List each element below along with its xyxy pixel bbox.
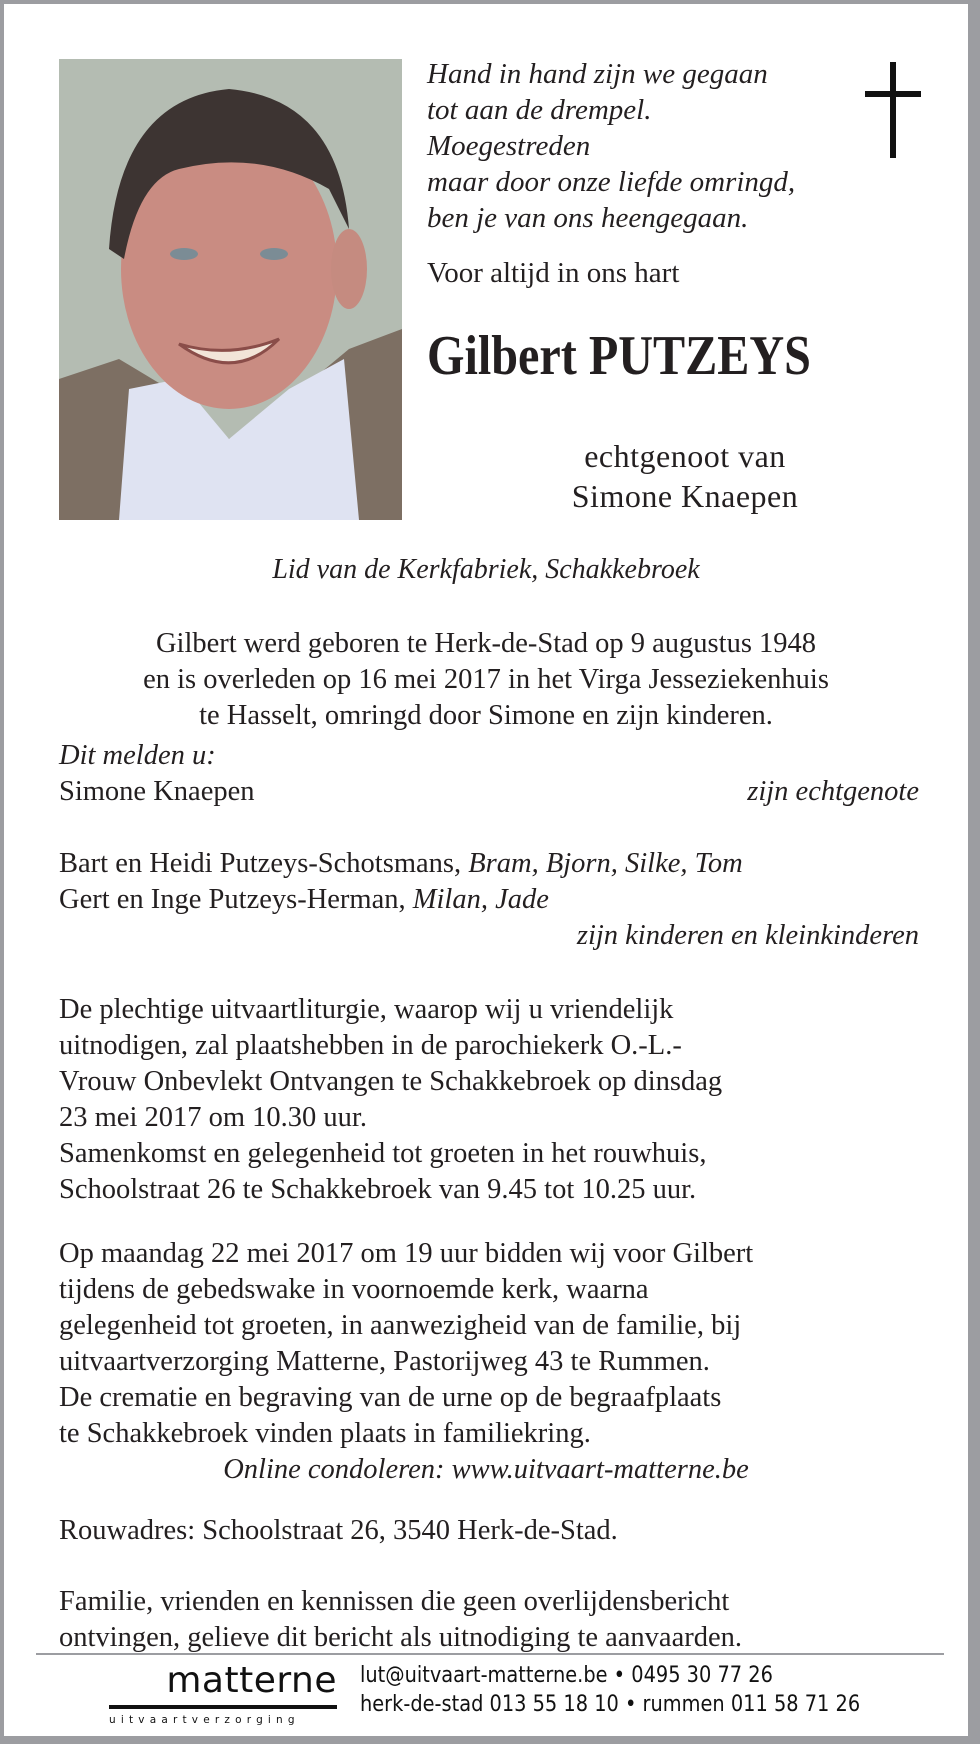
vigil-line: uitvaartverzorging Matterne, Pastorijweg 43 te Rummen. <box>59 1346 710 1377</box>
funeral-details <box>59 992 919 1208</box>
biography-line: Gilbert werd geboren te Herk-de-Stad op 9 augustus 1948 <box>155 628 817 659</box>
announcer-family <box>59 882 919 918</box>
poem-line: maar door onze liefde omringd, <box>427 166 796 198</box>
grandchildren-names: Bram, Bjorn, Silke, Tom <box>461 848 743 879</box>
announcer-spouse <box>59 774 919 810</box>
funeral-line: uitnodigen, zal plaatshebben in de parochiekerk O.-L.- <box>59 1030 682 1061</box>
funeral-line: Schoolstraat 26 te Schakkebroek van 9.45 tot 10.25 uur. <box>59 1174 697 1205</box>
vigil-line: gelegenheid tot groeten, in aanwezigheid van de familie, bij <box>59 1310 742 1341</box>
mourning-address: Rouwadres: Schoolstraat 26, 3540 Herk-de-Stad. <box>59 1515 618 1546</box>
membership: Lid van de Kerkfabriek, Schakkebroek <box>272 554 700 585</box>
vigil-details <box>59 1236 919 1452</box>
family-relation-row <box>59 918 919 954</box>
poem-line: ben je van ons heengegaan. <box>427 202 749 234</box>
poem-line: tot aan de drempel. <box>427 94 652 126</box>
announcers <box>59 738 919 954</box>
poem-line: Hand in hand zijn we gegaan <box>427 58 768 90</box>
announcer-family <box>59 846 919 882</box>
spouse-label: echtgenoot van <box>584 438 786 474</box>
family-names: Gert en Inge Putzeys-Herman, <box>59 884 406 915</box>
deceased-name: Gilbert PUTZEYS <box>427 325 811 387</box>
obituary-card <box>4 4 968 1736</box>
closing-line: Familie, vrienden en kennissen die geen overlijdensbericht <box>59 1586 730 1617</box>
closing-note <box>59 1584 919 1656</box>
vigil-line: tijdens de gebedswake in voornoemde kerk, waarna <box>59 1274 649 1305</box>
portrait-illustration <box>59 59 402 520</box>
spouse-name: Simone Knaepen <box>571 478 799 514</box>
latin-cross-icon <box>865 62 921 158</box>
footer-divider <box>36 1653 944 1655</box>
closing-line: ontvingen, gelieve dit bericht als uitnodiging te aanvaarden. <box>59 1622 742 1653</box>
contact-email-phone[interactable]: lut@uitvaart-matterne.be • 0495 30 77 26 <box>360 1663 773 1688</box>
portrait-photo <box>59 59 402 520</box>
funeral-line: De plechtige uitvaartliturgie, waarop wij u vriendelijk <box>59 994 674 1025</box>
vigil-line: De crematie en begraving van de urne op de begraafplaats <box>59 1382 722 1413</box>
families-relation: zijn kinderen en kleinkinderen <box>576 920 919 951</box>
funeral-line: Vrouw Onbevlekt Ontvangen te Schakkebroek op dinsdag <box>59 1066 723 1097</box>
spouse-block <box>402 436 968 516</box>
biography-line: te Hasselt, omringd door Simone en zijn kinderen. <box>199 700 773 731</box>
funeral-line: 23 mei 2017 om 10.30 uur. <box>59 1102 367 1133</box>
grandchildren-names: Milan, Jade <box>405 884 549 915</box>
announcers-intro: Dit melden u: <box>59 740 216 771</box>
announcer-spouse-name: Simone Knaepen <box>59 776 255 807</box>
family-names: Bart en Heidi Putzeys-Schotsmans, <box>59 848 462 879</box>
announcer-spouse-relation: zijn echtgenote <box>747 776 919 807</box>
funeral-home-logo: matterne <box>166 1660 337 1701</box>
funeral-line: Samenkomst en gelegenheid tot groeten in het rouwhuis, <box>59 1138 707 1169</box>
logo-underline <box>109 1705 337 1709</box>
biography <box>4 626 968 734</box>
vigil-line: Op maandag 22 mei 2017 om 19 uur bidden wij voor Gilbert <box>59 1238 754 1269</box>
biography-line: en is overleden op 16 mei 2017 in het Virga Jesseziekenhuis <box>143 664 829 695</box>
motto: Voor altijd in ons hart <box>427 257 680 289</box>
poem-line: Moegestreden <box>427 130 591 162</box>
online-condolence-link[interactable]: Online condoleren: www.uitvaart-matterne.be <box>223 1454 749 1485</box>
contact-branch-phones: herk-de-stad 013 55 18 10 • rummen 011 58 71 26 <box>360 1692 861 1717</box>
vigil-line: te Schakkebroek vinden plaats in familiekring. <box>59 1418 591 1449</box>
logo-tagline: uitvaartverzorging <box>109 1714 300 1726</box>
poem <box>427 56 795 236</box>
